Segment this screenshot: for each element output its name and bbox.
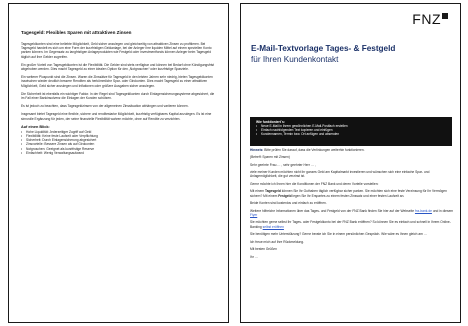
text-run: Weitere hilfreiche Informationen über das Tages- und Festgeld von der FNZ Bank finden Sie hier auf der Webseite <box>250 208 415 213</box>
instructions-box <box>250 117 452 146</box>
hint-label: Hinweis: <box>250 148 264 152</box>
list-item: • Flexibilität: Keine feste Laufzeit oder Verpflichtung <box>21 134 216 138</box>
email-subject: (Betreff: Sparen mit Zinsen) <box>250 155 290 159</box>
instruction-item: • Neue E-Mail in Ihrem gewöhnlichen E-Mail-Postfach erstellen <box>256 125 446 129</box>
bold-term: Festgeld <box>278 193 292 198</box>
email-paragraph <box>250 209 454 217</box>
email-paragraph: Beide Konten sind kostenlos und einfach zu eröffnen. <box>250 201 327 206</box>
paragraph: Ein großer Vorteil von Tagesgeldkonten ist die Flexibilität. Die Gelder sind stets verfügbar und können bei Bedarf ohne Kündigungsfrist abgehoben werden. Dies macht Tagesgeld zu einer idealen Option für den „Notgroschen“ oder kurzfristige Sparziele. <box>21 62 215 72</box>
email-paragraph: viele meiner Kunden möchten nicht ihr ganzes Geld am Kapitalmarkt investieren und wünschen sich eine einfache Spar- und Anlagemöglichkeit, die gut verzinst ist. <box>250 170 430 179</box>
paragraph: Insgesamt bietet Tagesgeld eine flexible, sichere und renditestarke Möglichkeit, kurzfristig verfügbares Kapital anzulegen. Es ist eine sinnvolle Ergänzung für jeden, der seine finanzielle Flexibilität wahren möchte, ohne auf Rendite zu verzichten. <box>21 112 212 121</box>
paragraph: Es ist jedoch zu beachten, dass Tagesgeldzinsen von der allgemeinen Zinssituation abhängen und variieren können. <box>21 104 189 109</box>
list-title: Auf einen Blick: <box>21 124 50 129</box>
list-item: • Sicherheit: Durch Einlagensicherung abgesichert <box>21 138 216 142</box>
hint-text: Bitte prüfen Sie darauf, dass die Verlinkungen weiterhin funktionieren. <box>264 148 365 152</box>
email-paragraph: Ich freue mich auf Ihre Rückmeldung. <box>250 239 305 244</box>
template-title: E-Mail-Textvorlage Tages- & Festgeld <box>251 44 396 53</box>
page-title: Tagesgeld: Flexibles Sparen mit attraktiven Zinsen <box>21 30 132 35</box>
list-item: • Notgroschen: Geeignet als kurzfristige Reserve <box>21 147 216 151</box>
email-paragraph <box>250 220 454 228</box>
document-page-left <box>8 3 229 323</box>
instruction-item: • Einfach nachfolgenden Text kopieren und einfügen <box>256 129 446 133</box>
instructions-heading: Wie funktioniert´s: <box>256 120 285 124</box>
summary-list <box>21 130 216 155</box>
template-subtitle: für Ihren Kundenkontakt <box>251 55 339 64</box>
list-item: • Einfachheit: Wenig Verwaltungsaufwand <box>21 151 216 155</box>
list-item: • Hohe Liquidität: Jederzeitiger Zugriff auf Geld <box>21 130 216 134</box>
text-run: und in diesem <box>432 208 454 213</box>
text-run: können Sie Ihr Guthaben täglich verfügbar sicher parken. Sie möchten sich eine feste Verzinsung für Ihr Vermögen sichern? Mit einem <box>250 189 447 198</box>
email-body <box>250 155 454 263</box>
text-run: Sie möchten gerne selbst Ihr Tages- oder Festgeldkonto bei der FNZ Bank eröffnen? So können Sie es einfach und schnell in Ihrem Online-Banking <box>250 220 451 229</box>
email-paragraph: Sie benötigen mehr Unterstützung? Gerne berate ich Sie in einem persönlichen Gespräch. Wie wäre es Ihnen gleich am … <box>250 232 428 237</box>
email-paragraph: Gerne möchte ich Ihnen hier die Konditionen der FNZ Bank und deren Vorteile vorstellen: <box>250 181 379 186</box>
flyer-link[interactable]: Flyer <box>250 212 258 217</box>
text-run: Mit einem <box>250 189 265 194</box>
bold-term: Tagesgeld <box>265 189 281 194</box>
open-account-link[interactable]: selbst eröffnen <box>262 224 284 229</box>
logo-square-icon <box>442 13 448 19</box>
list-item: • Zinsvorteile: Bessere Zinsen als auf Girokonten <box>21 142 216 146</box>
paragraph: Die Sicherheit ist ebenfalls ein wichtiger Faktor. In der Regel sind Tagesgeldkonten durch Einlagensicherungssysteme abgesichert, die im Fall einer Bankinsolvenz die Einlagen der Kunden schützen. <box>21 91 215 101</box>
paragraph: Tagesgeldkonten sind eine beliebte Möglichkeit, Geld sicher anzulegen und gleichzeitig von attraktiven Zinsen zu profitieren. Bei Tagesgeld handelt es sich um eine Form der kurzfristigen Geldanlage, bei der Anleger ihre liquiden Mittel auf einem speziellen Konto parken können. Im Gegensatz zu langfristigen Anlageprodukten wie Festgeld oder Investmentfonds können Anleger beim Tagesgeld täglich auf ihre Gelder zugreifen. <box>21 42 212 59</box>
fnz-logo <box>412 12 448 26</box>
email-salutation: Sehr geehrte Frau … , sehr geehrter Herr … , <box>250 162 316 167</box>
email-paragraph <box>250 189 454 197</box>
logo-text: FNZ <box>412 11 441 27</box>
email-closing: Mit besten Grüßen <box>250 247 277 252</box>
email-signature: Ihr … <box>250 254 258 259</box>
hint-line <box>250 148 365 152</box>
instructions-list <box>256 125 446 137</box>
paragraph: Ein weiterer Pluspunkt sind die Zinsen. Waren die Zinssätze für Tagesgeld in den letzten Jahren sehr niedrig, bieten Tagesgeldkonten inzwischen wieder deutlich bessere Renditen als herkömmliche Spar- oder Girokonten. Dies macht Tagesgeld zu einer attraktiven Möglichkeit, Geld sicher anzulegen und Inflationen oder größere Ausgaben sicher anzulegen. <box>21 75 213 88</box>
document-page-right <box>240 3 461 323</box>
instruction-item: • Kundennamen, Termin bzw. Ort anfügen und absenden <box>256 133 446 137</box>
website-link[interactable]: fnz-bank.de <box>414 208 432 213</box>
text-run: legen Sie Ihr Erspartes zu einem festen Zinssatz und einer festen Laufzeit an. <box>292 193 405 198</box>
